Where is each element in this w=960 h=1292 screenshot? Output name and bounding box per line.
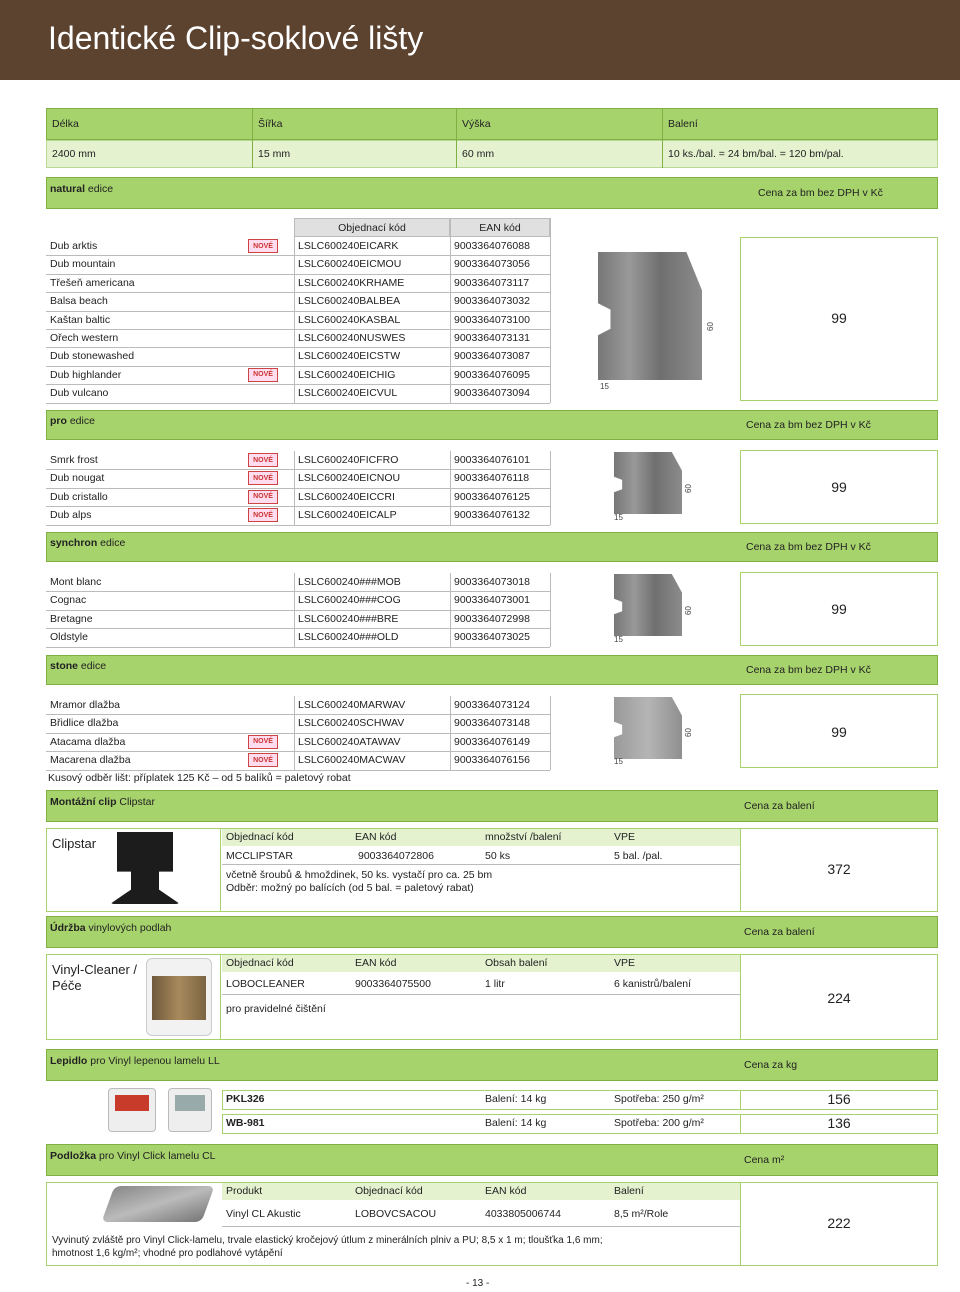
natural-row-name: Třešeň americana bbox=[50, 276, 135, 289]
natural-col-code: Objednací kód bbox=[294, 218, 450, 237]
natural-profile-image bbox=[598, 252, 702, 380]
glue-row-pack: Balení: 14 kg bbox=[485, 1093, 547, 1105]
natural-dim-width: 15 bbox=[600, 382, 609, 391]
synchron-price: 99 bbox=[831, 601, 847, 617]
pro-row-name: Dub nougat bbox=[50, 472, 105, 485]
synchron-title: synchron edice bbox=[50, 537, 126, 549]
cleaner-name-1: Vinyl-Cleaner / bbox=[52, 962, 138, 977]
natural-row-ean: 9003364073100 bbox=[454, 313, 530, 326]
stone-row-ean: 9003364073148 bbox=[454, 717, 530, 730]
natural-row-name: Ořech western bbox=[50, 332, 119, 344]
stone-row-code: LSLC600240ATAWAV bbox=[298, 735, 401, 748]
natural-row-divider bbox=[46, 274, 550, 275]
glue-row-use: Spotřeba: 200 g/m² bbox=[614, 1117, 704, 1129]
stone-row-divider bbox=[46, 733, 550, 734]
pro-row-ean: 9003364076125 bbox=[454, 490, 530, 503]
clip-price-header: Cena za balení bbox=[744, 800, 815, 812]
synchron-profile-image bbox=[614, 574, 682, 636]
natural-row-name: Dub stonewashed bbox=[50, 350, 135, 363]
underlay-v-code: LOBOVCSACOU bbox=[355, 1208, 437, 1220]
natural-row-code: LSLC600240EICHIG bbox=[298, 368, 396, 381]
glue-image-2 bbox=[168, 1088, 212, 1132]
synchron-dim-width: 15 bbox=[614, 635, 623, 644]
natural-row-code: LSLC600240NUSWES bbox=[298, 332, 406, 344]
synchron-row-code: LSLC600240###MOB bbox=[298, 576, 401, 588]
natural-row-name: Dub mountain bbox=[50, 258, 116, 271]
pro-row-code: LSLC600240EICCRI bbox=[298, 490, 395, 503]
natural-row-code: LSLC600240EICARK bbox=[298, 240, 399, 252]
pro-profile-image bbox=[614, 452, 682, 514]
stone-row-code: LSLC600240SCHWAV bbox=[298, 717, 405, 730]
pro-row-divider bbox=[46, 525, 550, 526]
natural-row-ean: 9003364076088 bbox=[454, 240, 530, 252]
synchron-row-code: LSLC600240###BRE bbox=[298, 612, 399, 625]
pro-row-divider bbox=[46, 488, 550, 489]
glue-price-header: Cena za kg bbox=[744, 1059, 798, 1071]
stone-note: Kusový odběr lišt: příplatek 125 Kč – od 5 balíků = paletový robat bbox=[48, 772, 351, 784]
stone-row-code: LSLC600240MARWAV bbox=[298, 699, 406, 711]
glue-row-pack: Balení: 14 kg bbox=[485, 1117, 547, 1129]
cleaner-v-vpe: 6 kanistrů/balení bbox=[614, 978, 692, 990]
cleaner-title: Údržba vinylových podlah bbox=[50, 922, 172, 934]
underlay-image bbox=[101, 1186, 214, 1222]
stone-row-name: Mramor dlažba bbox=[50, 699, 121, 711]
stone-row-ean: 9003364076156 bbox=[454, 754, 530, 767]
cleaner-v-content: 1 litr bbox=[485, 978, 505, 990]
cleaner-h-ean: EAN kód bbox=[355, 957, 397, 969]
stone-price-header: Cena za bm bez DPH v Kč bbox=[746, 664, 871, 676]
cleaner-note: pro pravidelné čištění bbox=[226, 1003, 326, 1015]
underlay-note-2: hmotnost 1,6 kg/m²; vhodné pro podlahové vytápění bbox=[52, 1248, 283, 1259]
stone-profile-image bbox=[614, 697, 682, 759]
natural-row-name: Balsa beach bbox=[50, 295, 108, 308]
stone-title: stone edice bbox=[50, 660, 107, 672]
dims-v-length: 2400 mm bbox=[52, 148, 96, 160]
dims-h-length: Délka bbox=[52, 118, 79, 130]
pro-row-ean: 9003364076132 bbox=[454, 509, 530, 522]
pro-row-divider bbox=[46, 469, 550, 470]
clip-h-vpe: VPE bbox=[614, 831, 636, 843]
stone-row-name: Atacama dlažba bbox=[50, 735, 126, 748]
synchron-price-header: Cena za bm bez DPH v Kč bbox=[746, 541, 871, 553]
underlay-h-code: Objednací kód bbox=[355, 1185, 423, 1197]
synchron-row-code: LSLC600240###OLD bbox=[298, 631, 399, 644]
natural-row-divider bbox=[46, 366, 550, 367]
clip-v-qty: 50 ks bbox=[485, 850, 511, 862]
synchron-row-ean: 9003364073025 bbox=[454, 631, 530, 644]
pro-dim-width: 15 bbox=[614, 513, 623, 522]
natural-row-code: LSLC600240KRHAME bbox=[298, 276, 405, 289]
natural-price: 99 bbox=[831, 310, 847, 326]
natural-row-code: LSLC600240KASBAL bbox=[298, 313, 401, 326]
synchron-row-name: Oldstyle bbox=[50, 631, 88, 644]
synchron-row-name: Cognac bbox=[50, 594, 87, 607]
stone-row-divider bbox=[46, 770, 550, 771]
dims-v-width: 15 mm bbox=[258, 148, 291, 160]
cleaner-h-content: Obsah balení bbox=[485, 957, 548, 969]
pro-price: 99 bbox=[831, 479, 847, 495]
cleaner-h-code: Objednací kód bbox=[226, 957, 294, 969]
natural-row-ean: 9003364073117 bbox=[454, 276, 530, 289]
underlay-v-ean: 4033805006744 bbox=[485, 1208, 561, 1220]
natural-dim-height: 60 bbox=[705, 322, 715, 331]
natural-row-ean: 9003364073094 bbox=[454, 387, 530, 400]
natural-row-name: Dub arktis bbox=[50, 240, 98, 252]
page-number: - 13 - bbox=[466, 1278, 490, 1289]
natural-price-header: Cena za bm bez DPH v Kč bbox=[758, 187, 883, 199]
natural-row-ean: 9003364073056 bbox=[454, 258, 530, 271]
clip-v-vpe: 5 bal. /pal. bbox=[614, 850, 663, 862]
glue-row-use: Spotřeba: 250 g/m² bbox=[614, 1093, 704, 1105]
stone-row-divider bbox=[46, 714, 550, 715]
clip-title: Montážní clip Clipstar bbox=[50, 796, 156, 808]
natural-col-ean: EAN kód bbox=[450, 218, 550, 237]
natural-new-badge: NOVÉ bbox=[248, 368, 278, 382]
synchron-row-divider bbox=[46, 610, 550, 611]
dims-v-height: 60 mm bbox=[462, 148, 495, 160]
clip-note-2: Odběr: možný po balících (od 5 bal. = paletový rabat) bbox=[226, 882, 474, 894]
natural-row-divider bbox=[46, 329, 550, 330]
synchron-row-divider bbox=[46, 647, 550, 648]
synchron-row-divider bbox=[46, 628, 550, 629]
pro-row-divider bbox=[46, 506, 550, 507]
glue-row-code: WB-981 bbox=[226, 1117, 265, 1129]
synchron-row-name: Bretagne bbox=[50, 612, 93, 625]
underlay-h-pack: Balení bbox=[614, 1185, 644, 1197]
pro-row-name: Dub alps bbox=[50, 509, 92, 522]
glue-title: Lepidlo pro Vinyl lepenou lamelu LL bbox=[50, 1055, 220, 1067]
stone-dim-width: 15 bbox=[614, 757, 623, 766]
synchron-row-ean: 9003364073018 bbox=[454, 576, 530, 588]
natural-row-ean: 9003364076095 bbox=[454, 368, 530, 381]
dims-h-pack: Balení bbox=[668, 118, 698, 130]
clip-name: Clipstar bbox=[52, 836, 97, 851]
natural-row-divider bbox=[46, 311, 550, 312]
clip-h-qty: množství /balení bbox=[485, 831, 562, 843]
stone-row-name: Břidlice dlažba bbox=[50, 717, 119, 730]
natural-row-code: LSLC600240EICMOU bbox=[298, 258, 402, 271]
stone-dim-height: 60 bbox=[683, 728, 693, 737]
stone-row-name: Macarena dlažba bbox=[50, 754, 131, 767]
pro-row-code: LSLC600240EICALP bbox=[298, 509, 397, 522]
page-title: Identické Clip-soklové lišty bbox=[48, 20, 424, 56]
glue-row-price: 136 bbox=[827, 1115, 851, 1131]
natural-row-divider bbox=[46, 403, 550, 404]
glue-image-1 bbox=[108, 1088, 156, 1132]
natural-row-code: LSLC600240EICSTW bbox=[298, 350, 401, 363]
underlay-title: Podložka pro Vinyl Click lamelu CL bbox=[50, 1150, 216, 1162]
natural-row-name: Kaštan baltic bbox=[50, 313, 111, 326]
pro-price-header: Cena za bm bez DPH v Kč bbox=[746, 419, 871, 431]
natural-row-name: Dub highlander bbox=[50, 368, 122, 381]
pro-row-ean: 9003364076118 bbox=[454, 472, 530, 485]
stone-new-badge: NOVÉ bbox=[248, 753, 278, 767]
pro-row-code: LSLC600240FICFRO bbox=[298, 454, 399, 466]
stone-row-code: LSLC600240MACWAV bbox=[298, 754, 406, 767]
pro-new-badge: NOVÉ bbox=[248, 453, 278, 467]
dims-h-height: Výška bbox=[462, 118, 491, 130]
underlay-price-header: Cena m² bbox=[744, 1154, 785, 1166]
natural-row-ean: 9003364073131 bbox=[454, 332, 530, 344]
pro-row-name: Smrk frost bbox=[50, 454, 98, 466]
pro-new-badge: NOVÉ bbox=[248, 508, 278, 522]
underlay-v-pack: 8,5 m²/Role bbox=[614, 1208, 669, 1220]
natural-row-code: LSLC600240BALBEA bbox=[298, 295, 401, 308]
dims-v-pack: 10 ks./bal. = 24 bm/bal. = 120 bm/pal. bbox=[668, 148, 844, 160]
dims-header-row bbox=[46, 108, 938, 140]
stone-row-ean: 9003364076149 bbox=[454, 735, 530, 748]
stone-price: 99 bbox=[831, 724, 847, 740]
natural-row-divider bbox=[46, 347, 550, 348]
synchron-row-divider bbox=[46, 591, 550, 592]
cleaner-price-header: Cena za balení bbox=[744, 926, 815, 938]
pro-row-code: LSLC600240EICNOU bbox=[298, 472, 401, 485]
natural-new-badge: NOVÉ bbox=[248, 239, 278, 253]
pro-title: pro edice bbox=[50, 415, 95, 427]
stone-row-divider bbox=[46, 751, 550, 752]
natural-row-code: LSLC600240EICVUL bbox=[298, 387, 398, 400]
synchron-row-ean: 9003364072998 bbox=[454, 612, 530, 625]
synchron-row-code: LSLC600240###COG bbox=[298, 594, 401, 607]
synchron-dim-height: 60 bbox=[683, 606, 693, 615]
page-header bbox=[0, 0, 960, 80]
pro-row-ean: 9003364076101 bbox=[454, 454, 530, 466]
cleaner-price: 224 bbox=[827, 990, 851, 1006]
natural-title: natural edice bbox=[50, 183, 114, 195]
pro-dim-height: 60 bbox=[683, 484, 693, 493]
pro-new-badge: NOVÉ bbox=[248, 490, 278, 504]
cleaner-v-code: LOBOCLEANER bbox=[226, 978, 305, 990]
clip-h-code: Objednací kód bbox=[226, 831, 294, 843]
cleaner-h-vpe: VPE bbox=[614, 957, 636, 969]
natural-row-ean: 9003364073087 bbox=[454, 350, 530, 363]
stone-new-badge: NOVÉ bbox=[248, 735, 278, 749]
natural-row-ean: 9003364073032 bbox=[454, 295, 530, 308]
pro-row-name: Dub cristallo bbox=[50, 490, 108, 503]
underlay-note-1: Vyvinutý zvláště pro Vinyl Click-lamelu, trvale elastický kročejový útlum z minerálních plniv a PU; 8,5 x 1 m; tloušťka 1,6 mm; bbox=[52, 1235, 603, 1246]
glue-row-code: PKL326 bbox=[226, 1093, 265, 1105]
pro-new-badge: NOVÉ bbox=[248, 471, 278, 485]
underlay-price: 222 bbox=[827, 1215, 851, 1231]
natural-row-divider bbox=[46, 384, 550, 385]
underlay-h-ean: EAN kód bbox=[485, 1185, 527, 1197]
clip-price: 372 bbox=[827, 861, 851, 877]
underlay-v-product: Vinyl CL Akustic bbox=[226, 1208, 301, 1220]
natural-row-divider bbox=[46, 292, 550, 293]
natural-row-name: Dub vulcano bbox=[50, 387, 109, 400]
clip-v-ean: 9003364072806 bbox=[358, 850, 434, 862]
cleaner-v-ean: 9003364075500 bbox=[355, 978, 431, 990]
clip-h-ean: EAN kód bbox=[355, 831, 397, 843]
clip-note-1: včetně šroubů & hmoždinek, 50 ks. vystačí pro ca. 25 bm bbox=[226, 869, 493, 881]
stone-row-ean: 9003364073124 bbox=[454, 699, 530, 711]
dims-h-width: Šířka bbox=[258, 118, 283, 130]
cleaner-name-2: Péče bbox=[52, 978, 82, 993]
clip-v-code: MCCLIPSTAR bbox=[226, 850, 293, 862]
synchron-row-name: Mont blanc bbox=[50, 576, 102, 588]
synchron-row-ean: 9003364073001 bbox=[454, 594, 530, 607]
natural-row-divider bbox=[46, 255, 550, 256]
glue-row-price: 156 bbox=[827, 1091, 851, 1107]
underlay-h-product: Produkt bbox=[226, 1185, 263, 1197]
